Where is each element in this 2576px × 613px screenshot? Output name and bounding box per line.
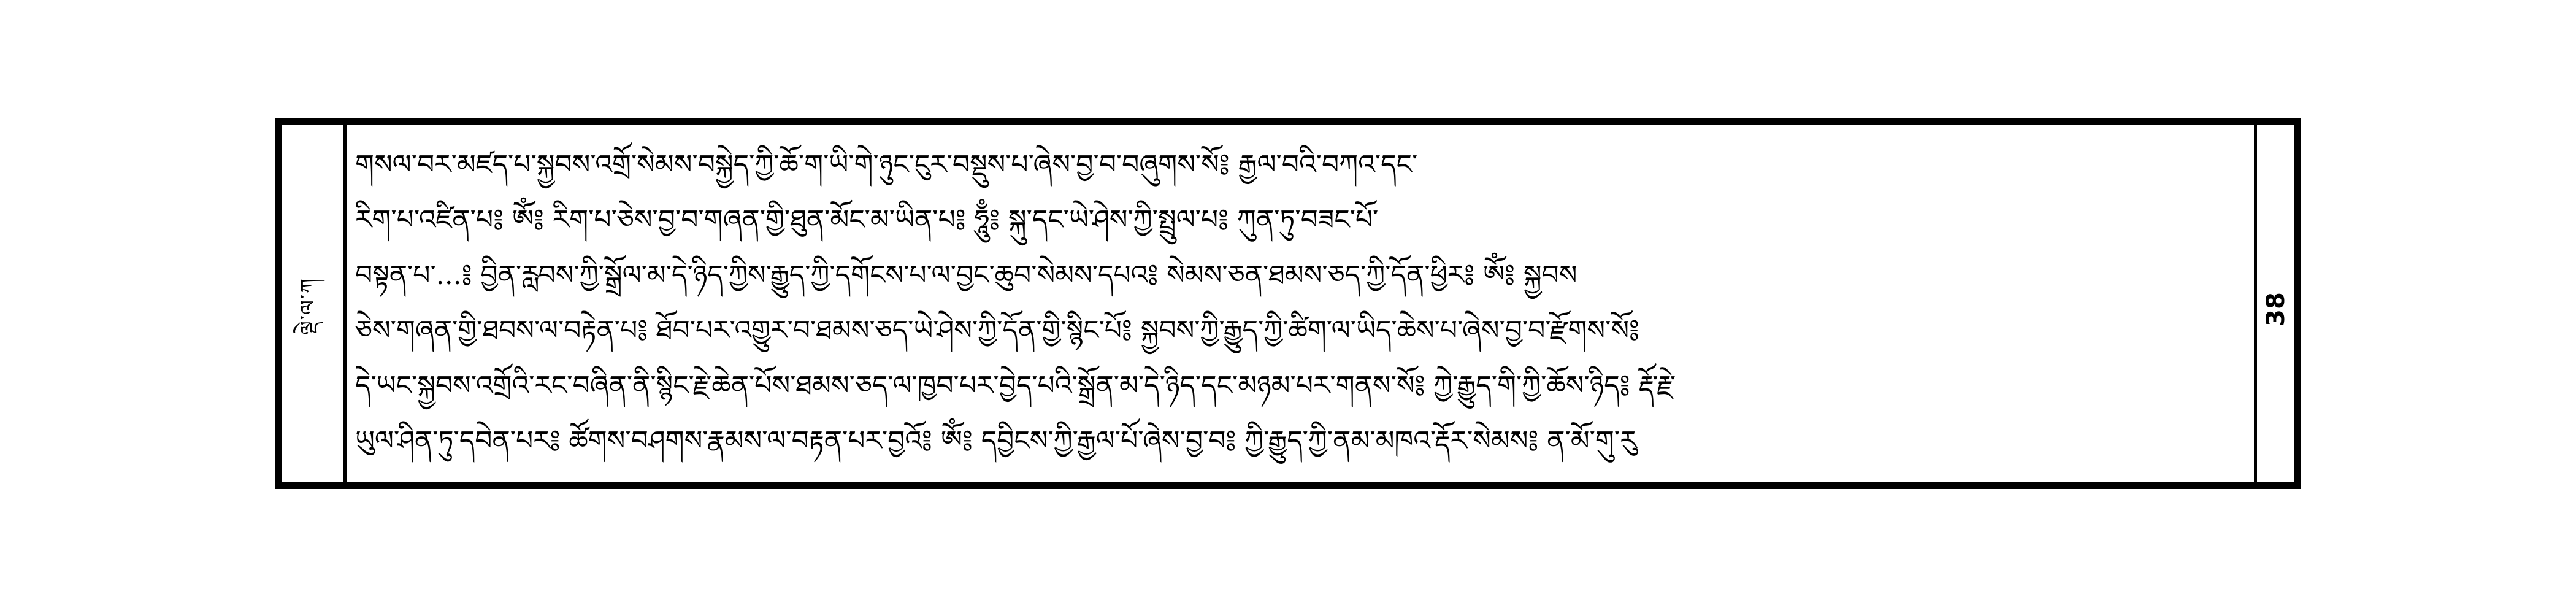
text-line-1: གསལ་བར་མཛད་པ་སྐྱབས་འགྲོ་སེམས་བསྐྱེད་ཀྱི་ཆོ་ག་ཡི་གེ་ཉུང་ངུར་བསྡུས་པ་ཞེས་བྱ་བ་བཞུགས་སོ༔ རྒྱལ་བའི་བཀའ་དང་ (355, 149, 1418, 180)
margin-label (286, 254, 342, 358)
right-margin (2254, 125, 2294, 482)
page-number-text: 38 (2261, 292, 2290, 326)
text-line-2: རིག་པ་འཛིན་པ༔ ༀ༔ རིག་པ་ཅེས་བྱ་བ་གཞན་གྱི་ཐུན་མོང་མ་ཡིན་པ༔ ཧཱུྃ༔ སྐུ་དང་ཡེ་ཤེས་ཀྱི་སྤྲུལ་པ༔ ཀུན་ཏུ་བཟང་པོ་ (355, 204, 1379, 236)
page-number (2257, 279, 2294, 340)
text-line-5: དེ་ཡང་སྐྱབས་འགྲོའི་རང་བཞིན་ནི་སྙིང་རྗེ་ཆེན་པོས་ཐམས་ཅད་ལ་ཁྱབ་པར་བྱེད་པའི་སྒྲོན་མ་དེ་ཉིད་དང་མཉམ་པར་གནས་སོ༔ ཀྱེ་རྒྱུད་གི་ཀྱི་ཆོས་ཉིད༔ རྡོ་རྗེ་ (355, 370, 1676, 401)
text-block (355, 137, 2245, 470)
folio-page (276, 120, 2300, 488)
text-line-3: བསྟན་པ་...༔ བྱིན་རླབས་ཀྱི་སྒྲོལ་མ་དེ་ཉིད་ཀྱིས་རྒྱུད་ཀྱི་དགོངས་པ་ལ་བྱང་ཆུབ་སེམས་དཔའ༔ སེམས་ཅན་ཐམས་ཅད་ཀྱི་དོན་ཕྱིར༔ ༀ༔ སྐྱབས (355, 260, 1577, 291)
text-line-6: ཡུལ་ཤིན་ཏུ་དབེན་པར༔ ཚོགས་བཤགས་རྣམས་ལ་བརྟན་པར་བྱའོ༔ ༀ༔ དབྱིངས་ཀྱི་རྒྱལ་པོ་ཞེས་བྱ་བ༔ ཀྱི་རྒྱུད་ཀྱི་ནམ་མཁའ་རྡོར་སེམས༔ ན་མོ་གུ་རུ (355, 425, 1637, 457)
left-margin (282, 125, 347, 482)
margin-label-text: ལྡེ་ལ་ཀ (296, 277, 321, 335)
text-line-4: ཅེས་གཞན་གྱི་ཐབས་ལ་བརྟེན་པ༔ ཐོབ་པར་འགྱུར་བ་ཐམས་ཅད་ཡེ་ཤེས་ཀྱི་དོན་གྱི་སྙིང་པོ༔ སྐྱབས་ཀྱི་རྒྱུད་ཀྱི་ཚིག་ལ་ཡིད་ཆེས་པ་ཞེས་བྱ་བ་རྫོགས་སོ༔ (355, 315, 1639, 346)
